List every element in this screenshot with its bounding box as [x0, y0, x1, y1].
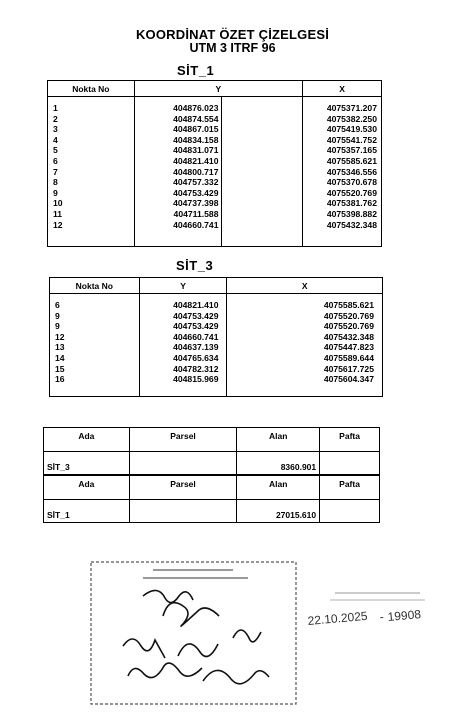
table-cell-value: 9	[53, 187, 58, 198]
table-cell-value: 12	[53, 219, 63, 230]
table-cell-value: 4075419.530	[326, 124, 377, 135]
sit3-nokta-col	[50, 294, 140, 397]
table-cell-value: 10	[53, 198, 63, 209]
table-cell-value: 4075432.348	[326, 219, 377, 230]
table-cell-value: 4075617.725	[323, 363, 374, 374]
header-alan: Alan	[237, 476, 320, 500]
col-header-nokta: Nokta No	[50, 278, 140, 294]
sit3-x-col	[227, 294, 383, 397]
cell-ada: SİT_1	[44, 500, 130, 523]
table-cell-value: 14	[55, 352, 65, 363]
table-cell-value: 15	[55, 363, 65, 374]
table-cell-value: 404815.969	[173, 374, 219, 385]
sit1-x-col	[303, 97, 382, 247]
header-parsel: Parsel	[129, 476, 237, 500]
cell-parsel	[129, 500, 237, 523]
date-stamp	[300, 585, 450, 635]
table-cell-value: 4075398.882	[326, 208, 377, 219]
table-cell-value: 4075520.769	[323, 310, 374, 321]
table-cell-value: 404821.410	[173, 300, 219, 310]
stamp-number: 19908	[387, 607, 422, 624]
table-cell-value: 404757.332	[173, 177, 219, 188]
col-header-x: X	[227, 278, 383, 294]
table-cell-value: 16	[55, 374, 65, 385]
table-cell-value: 4075585.621	[326, 155, 377, 166]
table-cell-value: 404782.312	[173, 363, 219, 374]
col-header-y: Y	[139, 278, 227, 294]
table-cell-value: 4075585.621	[323, 300, 374, 310]
table-cell-value: 404821.410	[173, 155, 219, 166]
table-cell-value: 404874.554	[173, 113, 219, 124]
document-subtitle: UTM 3 ITRF 96	[189, 41, 276, 55]
table-cell-value: 4075604.347	[323, 374, 374, 385]
stamp-date: 22.10.2025	[307, 608, 369, 628]
table-cell-value: 404753.429	[173, 187, 219, 198]
table-cell-value: 404876.023	[173, 103, 219, 113]
header-alan: Alan	[237, 428, 320, 452]
col-header-nokta: Nokta No	[48, 81, 135, 97]
cell-pafta	[320, 452, 380, 475]
cell-parsel	[129, 452, 237, 475]
table-cell-value: 4075370.678	[326, 177, 377, 188]
table-cell-value: 4075520.769	[323, 321, 374, 332]
sit3-coordinate-table	[49, 277, 383, 397]
sit1-nokta-col	[48, 97, 135, 247]
table-cell-value: 4075520.769	[326, 187, 377, 198]
table-cell-value: 404800.717	[173, 166, 219, 177]
col-header-x: X	[303, 81, 382, 97]
table-cell-value: 4075589.644	[323, 352, 374, 363]
table-cell-value: 404753.429	[173, 310, 219, 321]
sit3-area-table	[43, 427, 380, 475]
svg-text:-: -	[379, 609, 385, 624]
table-cell-value: 8	[53, 177, 58, 188]
table-cell-value: 4075382.250	[326, 113, 377, 124]
document-title: KOORDİNAT ÖZET ÇİZELGESİ	[135, 27, 330, 42]
table-cell-value: 4	[53, 134, 58, 145]
table-cell-value: 4075346.556	[326, 166, 377, 177]
table-cell-value: 404660.741	[173, 331, 219, 342]
header-pafta: Pafta	[320, 428, 380, 452]
table-cell-value: 12	[55, 331, 65, 342]
table-cell-value: 7	[53, 166, 58, 177]
table-cell-value: 404637.139	[173, 342, 219, 353]
table-cell-value: 9	[55, 321, 60, 332]
table-cell-value: 11	[53, 208, 63, 219]
table-cell-value: 404753.429	[173, 321, 219, 332]
table-cell-value: 6	[55, 300, 60, 310]
table-cell-value: 4075432.348	[323, 331, 374, 342]
table-cell-value: 4075381.762	[326, 198, 377, 209]
table-cell-value: 4075447.823	[323, 342, 374, 353]
sit1-label: SİT_1	[177, 63, 215, 78]
approval-stamp-signatures	[83, 556, 303, 712]
table-cell-value: 5	[53, 145, 58, 156]
table-cell-value: 9	[55, 310, 60, 321]
table-cell-value: 404867.015	[173, 124, 219, 135]
table-cell-value: 404765.634	[173, 352, 219, 363]
cell-alan: 8360.901	[237, 452, 320, 475]
header-parsel: Parsel	[129, 428, 237, 452]
table-cell-value: 4075541.752	[326, 134, 377, 145]
sit3-label: SİT_3	[176, 258, 214, 273]
header-ada: Ada	[44, 428, 130, 452]
header-pafta: Pafta	[320, 476, 380, 500]
sit1-spacer	[222, 97, 303, 247]
header-ada: Ada	[44, 476, 130, 500]
table-cell-value: 13	[55, 342, 65, 353]
table-cell-value: 4075371.207	[326, 103, 377, 113]
table-cell-value: 1	[53, 103, 58, 113]
table-cell-value: 404711.588	[173, 208, 219, 219]
table-cell-value: 6	[53, 155, 58, 166]
sit1-coordinate-table	[47, 80, 382, 247]
cell-ada: SİT_3	[44, 452, 130, 475]
table-cell-value: 404831.071	[173, 145, 219, 156]
cell-alan: 27015.610	[237, 500, 320, 523]
table-cell-value: 404834.158	[173, 134, 219, 145]
table-cell-value: 404737.398	[173, 198, 219, 209]
table-cell-value: 3	[53, 124, 58, 135]
table-cell-value: 404660.741	[173, 219, 219, 230]
sit1-area-table	[43, 475, 380, 523]
cell-pafta	[320, 500, 380, 523]
table-cell-value: 2	[53, 113, 58, 124]
sit1-y-col	[134, 97, 222, 247]
col-header-y: Y	[134, 81, 302, 97]
sit3-y-col	[139, 294, 227, 397]
table-cell-value: 4075357.165	[326, 145, 377, 156]
